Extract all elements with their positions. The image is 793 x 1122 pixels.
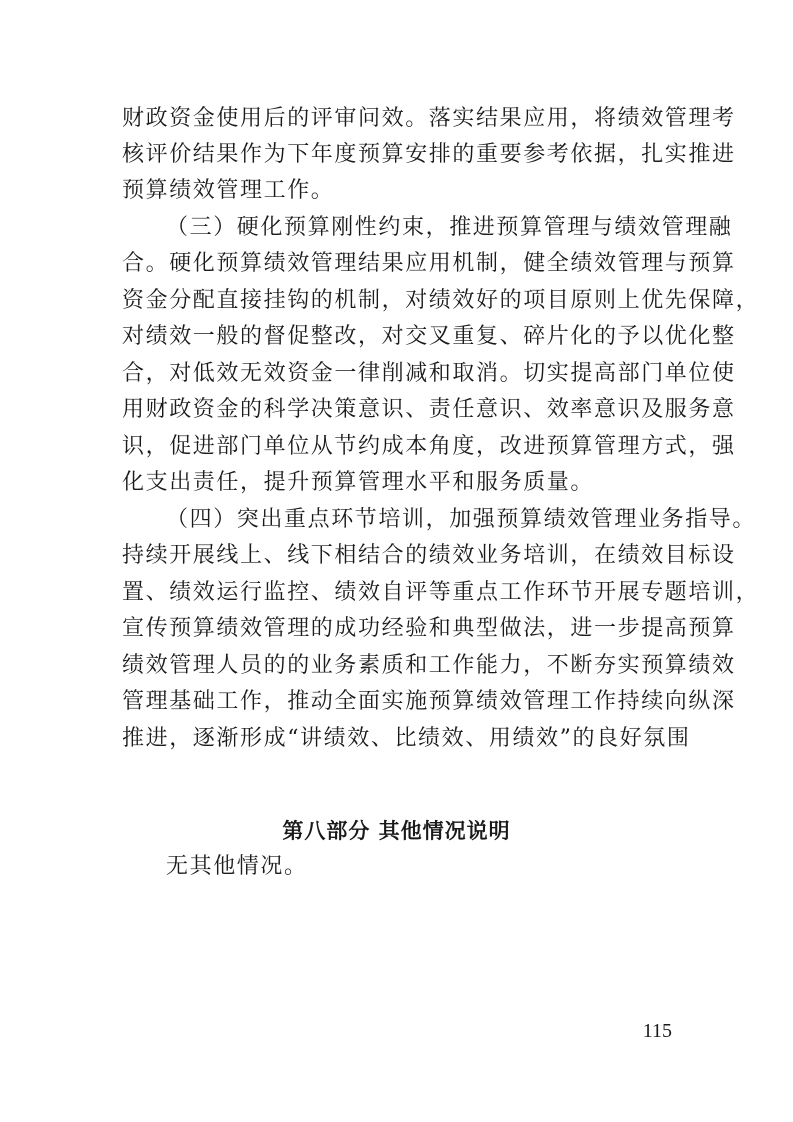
body-line-11: 化支出责任，提升预算管理水平和服务质量。 (122, 470, 595, 495)
body-line-2: 核评价结果作为下年度预算安排的重要参考依据，扎实推进 (122, 142, 736, 167)
body-line-3: 预算绩效管理工作。 (122, 178, 335, 203)
body-line-9: 用财政资金的科学决策意识、责任意识、效率意识及服务意 (122, 397, 736, 422)
body-line-7: 对绩效一般的督促整改，对交叉重复、碎片化的予以优化整 (122, 324, 736, 349)
section-text: 无其他情况。 (166, 854, 308, 879)
paragraph-4-first-line: （四）突出重点环节培训，加强预算绩效管理业务指导。 (166, 507, 757, 532)
body-line-15: 宣传预算绩效管理的成功经验和典型做法，进一步提高预算 (122, 616, 736, 641)
body-line-17: 管理基础工作，推动全面实施预算绩效管理工作持续向纵深 (122, 689, 736, 714)
paragraph-3-first-line: （三）硬化预算刚性约束，推进预算管理与绩效管理融 (166, 215, 733, 240)
body-line-14: 置、绩效运行监控、绩效自评等重点工作环节开展专题培训， (122, 580, 760, 605)
body-line-1: 财政资金使用后的评审问效。落实结果应用，将绩效管理考 (122, 106, 736, 131)
section-heading: 第八部分 其他情况说明 (282, 819, 511, 843)
body-line-18: 推进，逐渐形成“讲绩效、比绩效、用绩效”的良好氛围 (122, 726, 691, 751)
body-line-6: 资金分配直接挂钩的机制，对绩效好的项目原则上优先保障， (122, 288, 760, 313)
body-line-10: 识，促进部门单位从节约成本角度，改进预算管理方式，强 (122, 434, 736, 459)
body-line-5: 合。硬化预算绩效管理结果应用机制，健全绩效管理与预算 (122, 251, 736, 276)
body-line-8: 合，对低效无效资金一律削减和取消。切实提高部门单位使 (122, 361, 736, 386)
page-number: 115 (642, 1020, 672, 1042)
body-line-13: 持续开展线上、线下相结合的绩效业务培训，在绩效目标设 (122, 543, 736, 568)
body-line-16: 绩效管理人员的的业务素质和工作能力，不断夯实预算绩效 (122, 653, 736, 678)
